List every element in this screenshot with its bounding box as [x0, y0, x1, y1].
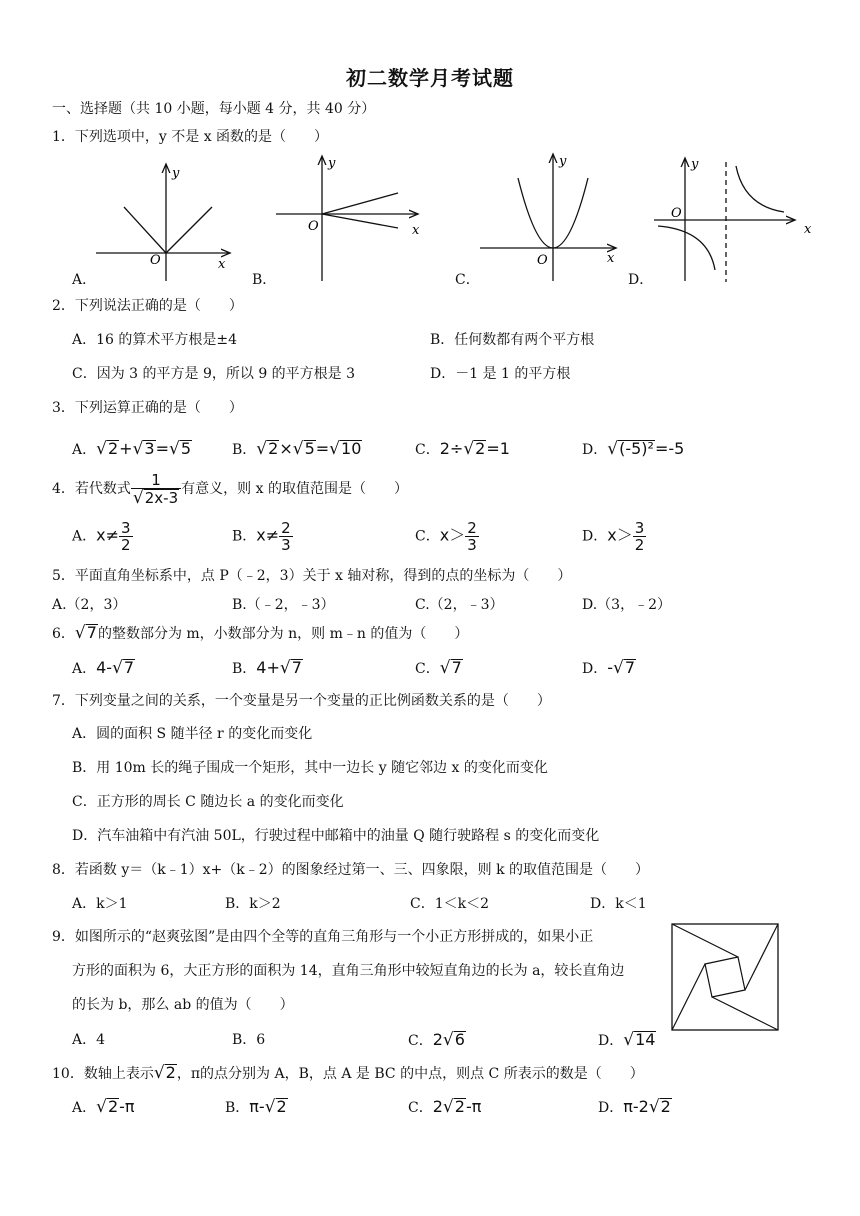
q10-post: ，π的点分别为 A，B，点 A 是 BC 的中点，则点 C 所表示的数是（ ） [176, 1066, 644, 1082]
graph-c-y-label: y [559, 154, 567, 169]
q4-frac-den: 2x-3 [144, 489, 179, 507]
q3a-radicand-3: 5 [180, 439, 192, 458]
q10-option-b-label: B． [225, 1100, 250, 1116]
q6-option-a-label: A． [72, 661, 97, 677]
graph-a-x-label: x [218, 257, 226, 272]
q6-option-c: C．√7 [415, 658, 462, 678]
q4-stem-post: 有意义，则 x 的取值范围是（ ） [181, 481, 408, 497]
q6-stem-text: 的整数部分为 m，小数部分为 n，则 m﹣n 的值为（ ） [97, 626, 469, 642]
q4b-num: 2 [281, 519, 291, 537]
q6a-pre: 4- [96, 658, 113, 677]
graph-c-origin-label: O [537, 253, 548, 268]
q4a-num: 3 [121, 519, 131, 537]
q7-option-c: C．正方形的周长 C 随边长 a 的变化而变化 [72, 794, 344, 810]
q9-option-c: C．2√6 [408, 1030, 465, 1050]
q6-option-d-label: D． [582, 661, 608, 677]
q10a-post: -π [119, 1097, 135, 1116]
q3a-eq: = [155, 439, 169, 458]
q10-option-d: D．π-2√2 [598, 1097, 671, 1117]
q6d-pre: - [607, 658, 614, 677]
graph-b-x-label: x [412, 223, 420, 238]
q9b-value: 6 [256, 1032, 266, 1048]
q4b-den: 3 [281, 536, 291, 554]
q4c-rel: x＞ [439, 525, 466, 545]
q4c-num: 2 [467, 519, 477, 537]
q10b-radicand: 2 [276, 1097, 287, 1116]
graph-b [276, 156, 420, 281]
q6-option-c-label: C． [415, 661, 440, 677]
q10-option-a: A．√2-π [72, 1097, 135, 1117]
q9-line-1: 9．如图所示的“赵爽弦图”是由四个全等的直角三角形与一个小正方形拼成的，如果小正 [52, 929, 594, 945]
graph-d-origin-label: O [671, 206, 682, 221]
q1-option-a-label: A． [72, 272, 97, 288]
q3-option-b-label: B． [232, 442, 257, 458]
q10b-pre: π- [249, 1097, 265, 1116]
q1-option-b-label: B． [252, 272, 277, 288]
q2-option-c: C．因为 3 的平方是 9，所以 9 的平方根是 3 [72, 366, 356, 382]
q10-option-b: B．π-√2 [225, 1097, 287, 1117]
q10-option-d-label: D． [598, 1100, 624, 1116]
q4-stem [52, 472, 408, 506]
q1-option-c-label: C． [455, 272, 480, 288]
page-title: 初二数学月考试题 [346, 66, 514, 90]
q3-option-b: B．√2×√5=√10 [232, 439, 362, 459]
q4-option-c-label: C． [415, 528, 440, 545]
q5-option-c: C.（2，﹣3） [415, 597, 504, 613]
q6-option-b: B．4+√7 [232, 658, 302, 678]
q4-fraction: $\frac{1}{√2x-3}$ [131, 472, 181, 506]
q9c-radicand: 6 [454, 1030, 465, 1049]
q9-option-d: D．√14 [598, 1030, 656, 1050]
q9-option-d-label: D． [598, 1033, 624, 1049]
q3-stem: 3．下列运算正确的是（ ） [52, 400, 243, 416]
q10c-pre: 2 [432, 1097, 443, 1116]
graph-b-y-label: y [328, 156, 336, 171]
q3a-radicand-2: 3 [144, 439, 155, 458]
q3-option-c-label: C． [415, 442, 440, 458]
q6b-pre: 4+ [256, 658, 280, 677]
q3-option-a-label: A． [72, 442, 97, 458]
q3b-radicand-1: 2 [268, 439, 279, 458]
q4c-den: 3 [467, 536, 477, 554]
q4b-rel: x≠ [256, 525, 280, 545]
q4-stem-pre: 4．若代数式 [52, 481, 131, 497]
q3a-radicand-1: 2 [107, 439, 119, 458]
q8-stem: 8．若函数 y＝（k﹣1）x+（k﹣2）的图象经过第一、三、四象限，则 k 的取值范围是（ ） [52, 862, 650, 878]
q9-line-2: 方形的面积为 6，大正方形的面积为 14，直角三角形中较短直角边的长为 a，较长直角边 [72, 963, 625, 979]
q9-option-a [72, 1031, 105, 1049]
graph-c [480, 154, 616, 281]
q7-option-d: D．汽车油箱中有汽油 50L，行驶过程中邮箱中的油量 Q 随行驶路程 s 的变化而变化 [72, 828, 600, 844]
q3c-post: =1 [486, 439, 510, 458]
q4-frac-num: 1 [131, 472, 181, 489]
q3c-pre: 2÷ [439, 439, 464, 458]
q3-option-c: C．2÷√2=1 [415, 439, 510, 459]
q4-option-a-label: A． [72, 528, 97, 545]
q4a-den: 2 [121, 536, 131, 554]
q3d-radicand: (-5)² [619, 439, 654, 458]
q8-option-d: D．k＜1 [590, 896, 647, 912]
q7-stem: 7．下列变量之间的关系，一个变量是另一个变量的正比例函数关系的是（ ） [52, 693, 551, 709]
q9-option-a-label: A． [72, 1032, 97, 1048]
q10-stem: 10．数轴上表示√2，π的点分别为 A，B，点 A 是 BC 的中点，则点 C 所表示的数是（ ） [52, 1063, 644, 1083]
graph-d-x-label: x [804, 222, 812, 237]
section-heading: 一、选择题（共 10 小题，每小题 4 分，共 40 分） [52, 101, 376, 117]
q2-option-d: D．－1 是 1 的平方根 [430, 366, 571, 382]
q10d-radicand: 2 [660, 1097, 671, 1116]
q3b-eq: = [315, 439, 330, 458]
q10-option-c-label: C． [408, 1100, 433, 1116]
q3d-post: =-5 [654, 439, 685, 458]
q10-radicand: 2 [165, 1063, 176, 1082]
q9d-radicand: 14 [635, 1030, 656, 1049]
q4a-rel: x≠ [96, 525, 119, 545]
q2-option-a: A．16 的算术平方根是±4 [72, 332, 238, 348]
q9a-value: 4 [96, 1032, 106, 1048]
q5-option-d: D.（3，﹣2） [582, 597, 671, 613]
q1-option-d-label: D． [628, 272, 654, 288]
q3b-op: × [279, 439, 293, 458]
graph-d-y-label: y [691, 157, 699, 172]
q3b-radicand-2: 5 [304, 439, 315, 458]
q9-option-b [232, 1031, 265, 1049]
q9-line-3: 的长为 b，那么 ab 的值为（ ） [72, 997, 294, 1013]
q1-graphs [60, 150, 860, 290]
q10-pre: 10．数轴上表示 [52, 1066, 154, 1082]
q3-option-d: D．√(-5)²=-5 [582, 439, 685, 459]
q6c-radicand: 7 [451, 658, 462, 677]
q4d-den: 2 [634, 536, 645, 554]
graph-a-y-label: y [172, 166, 180, 181]
q2-stem: 2．下列说法正确的是（ ） [52, 298, 243, 314]
q4-option-b [232, 520, 293, 553]
q3c-radicand: 2 [475, 439, 486, 458]
q6-radicand: 7 [86, 623, 97, 642]
graph-b-origin-label: O [308, 219, 319, 234]
q9c-pre: 2 [432, 1030, 443, 1049]
q7-option-b: B．用 10m 长的绳子围成一个矩形，其中一边长 y 随它邻边 x 的变化而变化 [72, 760, 548, 776]
q3-option-d-label: D． [582, 442, 608, 458]
graph-a-origin-label: O [150, 253, 161, 268]
graph-d [654, 157, 812, 282]
q3b-radicand-3: 10 [341, 439, 362, 458]
q8-option-a: A．k＞1 [72, 896, 128, 912]
q6-option-a: A．4-√7 [72, 658, 135, 678]
q4-option-d-label: D． [582, 528, 608, 545]
q8-option-c: C．1＜k＜2 [410, 896, 490, 912]
q6b-radicand: 7 [291, 658, 302, 677]
q6-prefix: 6． [52, 626, 75, 642]
q9-option-b-label: B． [232, 1032, 257, 1048]
q8-option-b: B．k＞2 [225, 896, 281, 912]
q10-option-a-label: A． [72, 1100, 97, 1116]
q10d-pre: π-2 [623, 1097, 649, 1116]
q5-option-b: B.（﹣2，﹣3） [232, 597, 335, 613]
q5-option-a: A.（2，3） [52, 597, 127, 613]
q5-stem: 5．平面直角坐标系中，点 P（﹣2，3）关于 x 轴对称，得到的点的坐标为（ ） [52, 568, 572, 584]
q4-option-a [72, 520, 133, 553]
q10c-radicand: 2 [454, 1097, 465, 1116]
q6-option-d: D．-√7 [582, 658, 636, 678]
q10a-radicand: 2 [107, 1097, 119, 1116]
q9-option-c-label: C． [408, 1033, 433, 1049]
q6-stem: 6．√7的整数部分为 m，小数部分为 n，则 m﹣n 的值为（ ） [52, 623, 469, 643]
q1-stem: 1．下列选项中，y 不是 x 函数的是（ ） [52, 129, 329, 145]
q4-option-b-label: B． [232, 528, 257, 545]
q10-option-c: C．2√2-π [408, 1097, 482, 1117]
q7-option-a: A．圆的面积 S 随半径 r 的变化而变化 [72, 726, 313, 742]
q4d-rel: x＞ [607, 525, 633, 545]
q3-option-a: A．√2+√3=√5 [72, 439, 192, 459]
graph-c-x-label: x [607, 251, 615, 266]
q10c-post: -π [465, 1097, 482, 1116]
zhao-shuang-diagram [670, 922, 782, 1032]
q6-option-b-label: B． [232, 661, 257, 677]
q3a-op: + [119, 439, 133, 458]
q4-option-c [415, 520, 479, 553]
q6a-radicand: 7 [123, 658, 135, 677]
graph-a [96, 164, 230, 281]
q6d-radicand: 7 [624, 658, 636, 677]
q4-option-d [582, 520, 646, 553]
q2-option-b: B．任何数都有两个平方根 [430, 332, 595, 348]
q4d-num: 3 [634, 519, 645, 537]
